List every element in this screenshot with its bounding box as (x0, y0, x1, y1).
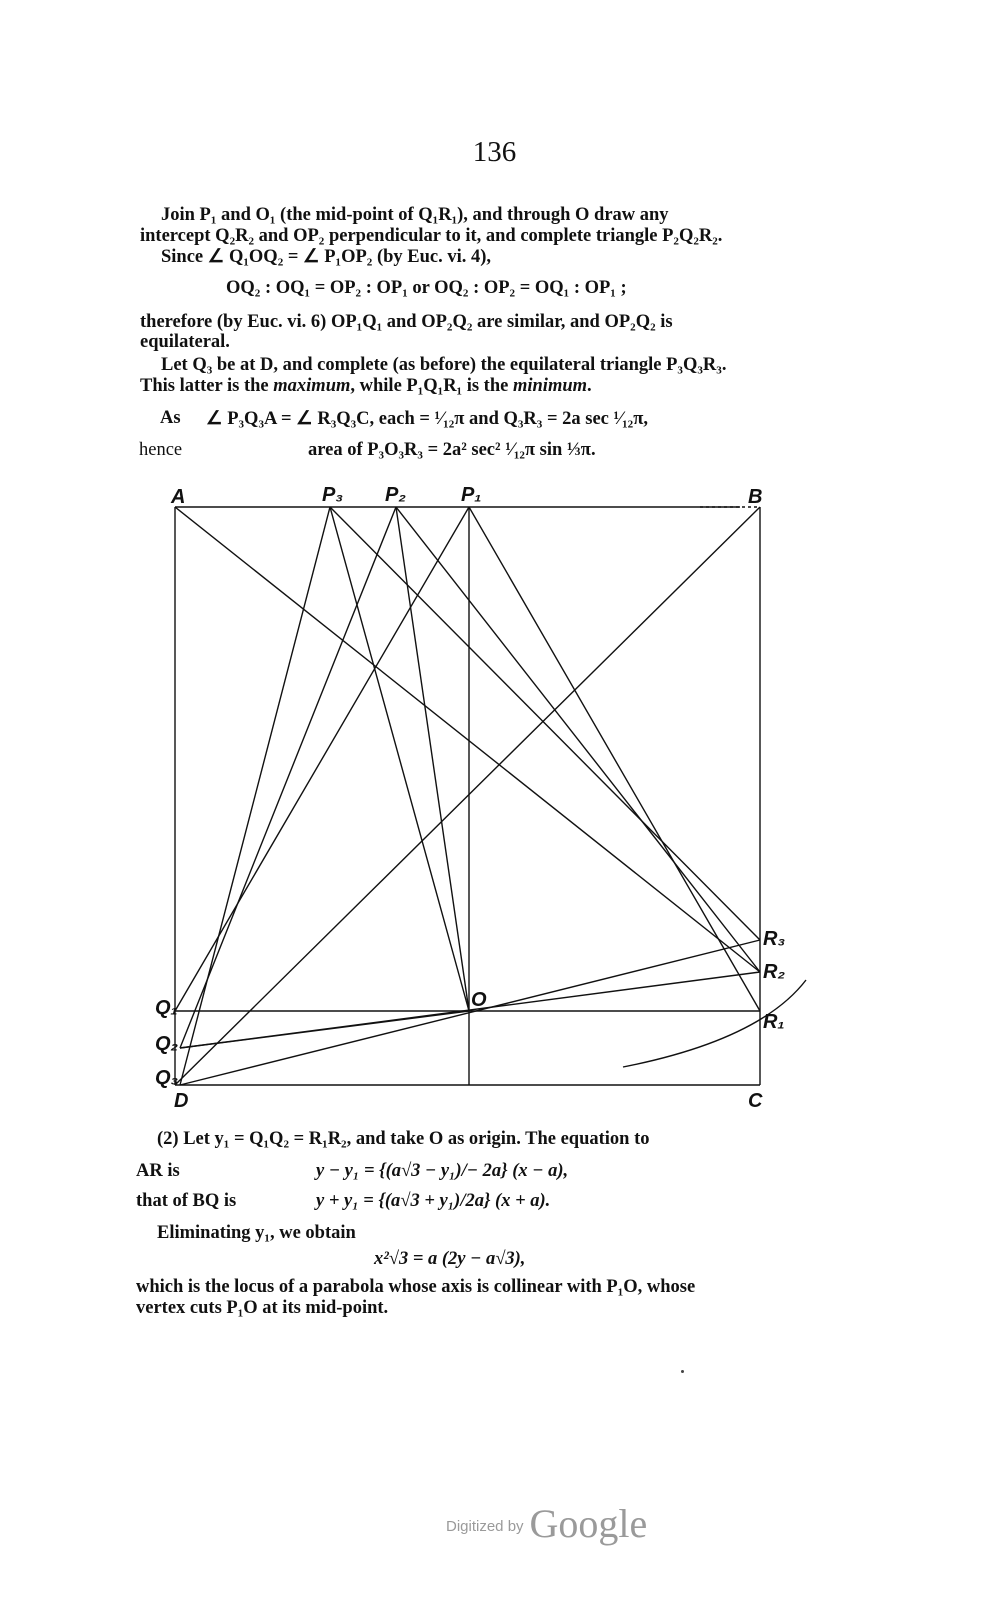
page-number: 136 (472, 136, 517, 168)
label-q3: Q₃ (155, 1067, 179, 1089)
eliminating-line: Eliminating y₁, we obtain (157, 1223, 356, 1243)
label-r3: R₃ (763, 928, 786, 950)
line-q2o (180, 1011, 469, 1048)
equation-4: x²√3 = a (2y − a√3), (374, 1249, 526, 1269)
paragraph-1-line-3: Since ∠ Q₁OQ₂ = ∠ P₁OP₂ (by Euc. vi. 4), (161, 247, 492, 267)
conclusion-line-2: vertex cuts P₁O at its mid-point. (136, 1298, 389, 1318)
paragraph-3-line-1: Let Q₃ be at D, and complete (as before) the equilateral triangle P₃Q₃R₃. (161, 355, 727, 375)
p3-text-e: . (587, 376, 592, 396)
bq-equation: y + y₁ = {(a√3 + y₁)/2a} (x + a). (316, 1191, 551, 1211)
p3-maximum: maximum (273, 376, 351, 396)
label-r2: R₂ (763, 961, 786, 983)
paragraph-2-line-2: equilateral. (140, 332, 230, 352)
label-c: C (748, 1090, 763, 1112)
paragraph-1-line-1: Join P₁ and O₁ (the mid-point of Q₁R₁), and through O draw any (161, 205, 669, 225)
conclusion-line-1: which is the locus of a parabola whose axis is collinear with P₁O, whose (136, 1277, 696, 1297)
paragraph-2-line-1: therefore (by Euc. vi. 6) OP₁Q₁ and OP₂Q₂ are similar, and OP₂Q₂ is (140, 312, 673, 332)
bq-label: that of BQ is (136, 1191, 237, 1211)
digitized-watermark (446, 1500, 647, 1547)
stray-dot (681, 1370, 684, 1373)
label-p3: P₃ (322, 484, 344, 506)
p3-text-a: This latter is the (140, 376, 274, 396)
equation-2: ∠ P₃Q₃A = ∠ R₃Q₃C, each = ¹⁄₁₂π and Q₃R₃ = 2a sec ¹⁄₁₂π, (206, 409, 648, 429)
ar-equation: y − y₁ = {(a√3 − y₁)/− 2a} (x − a), (316, 1161, 569, 1181)
line-p3q3 (180, 507, 330, 1085)
line-ar2 (175, 507, 760, 972)
paragraph-4-line-1: (2) Let y₁ = Q₁Q₂ = R₁R₂, and take O as origin. The equation to (157, 1129, 650, 1149)
watermark-small-text: Digitized by (446, 1518, 524, 1535)
line-p2r2 (396, 507, 760, 972)
line-q3r3 (180, 940, 760, 1085)
line-p1r1 (469, 507, 760, 1011)
p3-text-c: , while P₁Q₁R₁ is the (350, 376, 513, 396)
label-q2: Q₂ (155, 1033, 179, 1055)
label-r1: R₁ (763, 1011, 785, 1033)
label-q1: Q₁ (155, 997, 178, 1019)
equation-2-prefix: As (160, 408, 181, 428)
line-p2q2 (180, 507, 396, 1048)
paragraph-1-line-2: intercept Q₂R₂ and OP₂ perpendicular to it, and complete triangle P₂Q₂R₂. (140, 226, 723, 246)
label-p1: P₁ (461, 484, 482, 506)
p3-minimum: minimum (512, 376, 588, 396)
line-p3r3 (330, 507, 760, 940)
line-p3o (330, 507, 469, 1011)
equation-3: area of P₃O₃R₃ = 2a² sec² ¹⁄₁₂π sin ⅓π. (308, 440, 596, 460)
google-logo-text: Google (529, 1501, 648, 1546)
ar-label: AR is (136, 1161, 180, 1181)
label-p2: P₂ (385, 484, 406, 506)
label-o: O (471, 989, 487, 1011)
label-a: A (171, 486, 186, 508)
equation-1: OQ₂ : OQ₁ = OP₂ : OP₁ or OQ₂ : OP₂ = OQ₁ : OP₁ ; (226, 278, 627, 298)
line-p2o (396, 507, 469, 1011)
label-d: D (174, 1090, 189, 1112)
figure-lines (175, 507, 806, 1085)
label-b: B (748, 486, 763, 508)
equation-3-prefix: hence (139, 440, 183, 460)
